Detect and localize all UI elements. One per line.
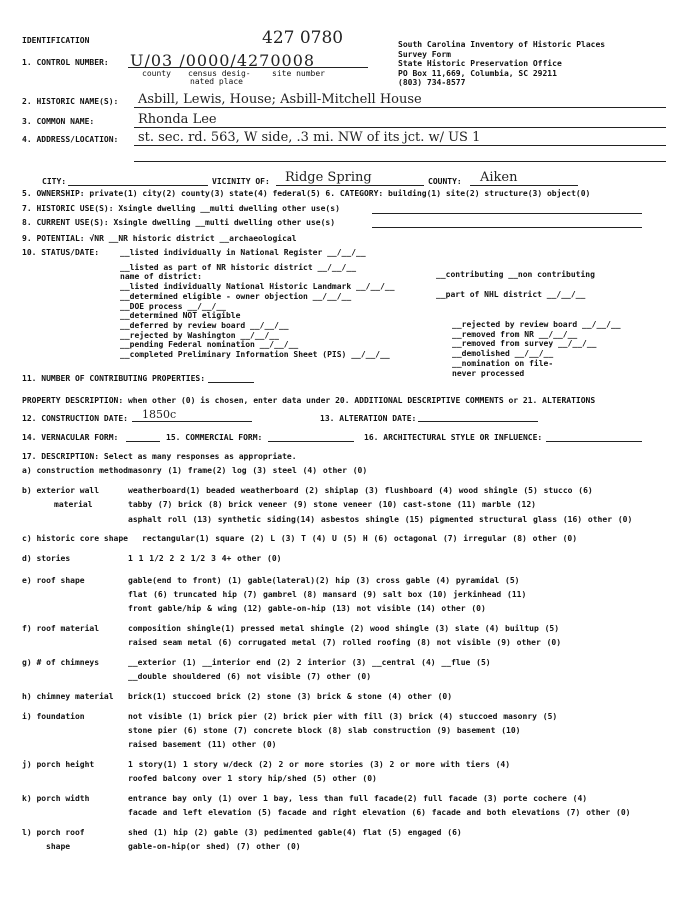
status-item: never processed [452,368,525,378]
desc-f-line: raised seam metal (6) corrugated metal (7) rolled roofing (8) not visible (9) other (0) [128,638,562,647]
desc-e-label: e) roof shape [22,576,85,585]
desc-d-label: d) stories [22,554,71,563]
vicinity-label: VICINITY OF: [212,177,270,186]
potential-line: 9. POTENTIAL: √NR __NR historic district __archaeological [22,234,297,243]
status-item: __listed individually National Historic Landmark __/__/__ [120,282,395,292]
historic-name-underline [134,107,666,108]
desc-i-line: not visible (1) brick pier (2) brick pier with fill (3) brick (4) stuccoed masonry (5) [128,712,558,721]
county-label: COUNTY: [428,177,462,186]
architectural-style-label: 16. ARCHITECTURAL STYLE OR INFLUENCE: [364,433,543,442]
description-heading: 17. DESCRIPTION: Select as many responses as appropriate. [22,452,297,461]
construction-date-label: 12. CONSTRUCTION DATE: [22,414,128,423]
desc-b-line: weatherboard(1) beaded weatherboard (2) shiplap (3) flushboard (4) wood shingle (5) stucco (6) [128,486,593,495]
status-label: 10. STATUS/DATE: [22,248,100,257]
desc-e-line: flat (6) truncated hip (7) gambrel (8) mansard (9) salt box (10) jerkinhead (11) [128,590,527,599]
section-identification: IDENTIFICATION [22,36,90,45]
county-underline [470,185,578,186]
desc-k-line: facade and left elevation (5) facade and right elevation (6) facade and both elevations (7) other (0) [128,808,631,817]
status-item: __pending Federal nomination __/__/__ [120,340,299,350]
desc-k-label: k) porch width [22,794,90,803]
current-use-underline [372,227,642,228]
city-underline [68,185,208,186]
historic-use-underline [372,213,642,214]
desc-g-line: __double shouldered (6) not visible (7) other (0) [128,672,372,681]
desc-c-label: c) historic core shape [22,534,128,543]
desc-b-label: b) exterior wall [22,486,100,495]
control-number-label: 1. CONTROL NUMBER: [22,58,109,67]
status-left-list [120,248,395,360]
desc-j-line: roofed balcony over 1 story hip/shed (5) other (0) [128,774,377,783]
construction-date-value: 1850c [142,408,177,421]
construction-underline [132,421,252,422]
desc-i-line: stone pier (6) stone (7) concrete block (8) slab construction (9) basement (10) [128,726,521,735]
historic-use-line: 7. HISTORIC USE(S): Xsingle dwelling __multi dwelling other use(s) [22,204,340,213]
status-item: __removed from NR __/__/__ [452,329,578,339]
status-item: __rejected by review board __/__/__ [452,320,621,329]
contributing-properties-line: 11. NUMBER OF CONTRIBUTING PROPERTIES: [22,374,206,383]
vicinity-underline [276,185,424,186]
desc-h-label: h) chimney material [22,692,114,701]
common-name-underline [134,127,666,128]
office-line: (803) 734-8577 [398,78,466,87]
status-right-2: __part of NHL district __/__/__ [436,290,586,299]
architectural-underline [546,441,642,442]
status-item: __rejected by Washington __/__/__ [120,330,279,340]
office-line: State Historic Preservation Office [398,59,562,68]
desc-f-line: composition shingle(1) pressed metal shingle (2) wood shingle (3) slate (4) builtup (5) [128,624,560,633]
property-description-line: PROPERTY DESCRIPTION: when other (0) is chosen, enter data under 20. ADDITIONAL DESCRIPTIVE COMMENTS or 21. ALTERATIONS [22,396,596,405]
address-label: 4. ADDRESS/LOCATION: [22,135,119,144]
desc-l-line: shed (1) hip (2) gable (3) pedimented gable(4) flat (5) engaged (6) [128,828,462,837]
city-label: CITY: [42,177,67,186]
desc-l-line: gable-on-hip(or shed) (7) other (0) [128,842,301,851]
office-line: PO Box 11,669, Columbia, SC 29211 [398,68,557,78]
status-item: __listed individually in National Register __/__/__ [120,248,366,257]
desc-a-line: masonry (1) frame(2) log (3) steel (4) other (0) [128,466,368,475]
desc-l-label: l) porch roof [22,828,85,837]
desc-b-label-2: material [54,500,93,509]
office-line: South Carolina Inventory of Historic Places [398,40,606,49]
desc-j-label: j) porch height [22,760,95,769]
status-item: __completed Preliminary Information Sheet (PIS) __/__/__ [120,350,390,360]
control-sub-census: census desig- [188,69,251,78]
desc-k-line: entrance bay only (1) over 1 bay, less than full facade(2) full facade (3) porte cochere (4) [128,794,588,803]
status-item: __determined NOT eligible [120,311,241,321]
status-right-1: __contributing __non contributing [436,270,595,279]
vicinity-value: Ridge Spring [285,170,372,185]
current-use-line: 8. CURRENT USE(S): Xsingle dwelling __multi dwelling other use(s) [22,218,336,227]
common-name-label: 3. COMMON NAME: [22,117,95,126]
desc-g-line: __exterior (1) __interior end (2) 2 interior (3) __central (4) __flue (5) [128,658,491,667]
ownership-line: 5. OWNERSHIP: private(1) city(2) county(3) state(4) federal(5) 6. CATEGORY: building(1) site(2) structure(3) object(0) [22,189,591,198]
address-underline-2 [134,161,666,162]
office-line: Survey Form [398,49,451,59]
handwritten-number: 427 0780 [262,28,344,48]
status-item: name of district: [120,272,202,282]
alteration-date-label: 13. ALTERATION DATE: [320,414,417,423]
vernacular-underline [126,441,160,442]
control-sub-county: county [142,69,171,78]
desc-g-label: g) # of chimneys [22,658,100,667]
status-item: __removed from survey __/__/__ [452,339,597,349]
status-item: __listed as part of NR historic district __/__/__ [120,262,357,272]
desc-i-line: raised basement (11) other (0) [128,740,277,749]
desc-b-line: asphalt roll (13) synthetic siding(14) asbestos shingle (15) pigmented structural glass (16) other (0) [128,515,633,524]
control-sub-place: nated place [190,77,243,86]
desc-e-line: gable(end to front) (1) gable(lateral)(2) hip (3) cross gable (4) pyramidal (5) [128,576,520,585]
common-name-value: Rhonda Lee [138,112,217,127]
historic-name-label: 2. HISTORIC NAME(S): [22,97,119,106]
county-value: Aiken [480,170,518,185]
office-block [398,40,605,88]
desc-f-label: f) roof material [22,624,100,633]
status-right-list [452,320,621,378]
status-item: __nomination on file- [452,358,554,368]
status-item: __deferred by review board __/__/__ [120,320,289,330]
commercial-form-label: 15. COMMERCIAL FORM: [166,433,263,442]
vernacular-form-label: 14. VERNACULAR FORM: [22,433,119,442]
alteration-underline [418,421,538,422]
status-item: __DOE process __/__/__ [120,301,226,311]
control-number-value: U/03 /0000/4270008 [130,51,316,70]
desc-l-label-2: shape [46,842,71,851]
historic-name-value: Asbill, Lewis, House; Asbill-Mitchell House [138,92,422,107]
desc-i-label: i) foundation [22,712,85,721]
contributing-underline [208,382,254,383]
control-underline [128,67,368,68]
desc-c-line: rectangular(1) square (2) L (3) T (4) U (5) H (6) octagonal (7) irregular (8) other (0) [142,534,578,543]
status-item: __demolished __/__/__ [452,349,554,359]
control-sub-site: site number [272,69,325,78]
status-item: __determined eligible - owner objection __/__/__ [120,291,352,301]
desc-b-line: tabby (7) brick (8) brick veneer (9) stone veneer (10) cast-stone (11) marble (12) [128,500,536,509]
commercial-underline [268,441,354,442]
desc-j-line: 1 story(1) 1 story w/deck (2) 2 or more stories (3) 2 or more with tiers (4) [128,760,511,769]
desc-d-line: 1 1 1/2 2 2 1/2 3 4+ other (0) [128,554,282,563]
desc-a-label: a) construction method [22,466,128,475]
address-underline [134,145,666,146]
desc-h-line: brick(1) stuccoed brick (2) stone (3) brick & stone (4) other (0) [128,692,453,701]
desc-e-line: front gable/hip & wing (12) gable-on-hip (13) not visible (14) other (0) [128,604,486,613]
address-value: st. sec. rd. 563, W side, .3 mi. NW of its jct. w/ US 1 [138,130,481,145]
